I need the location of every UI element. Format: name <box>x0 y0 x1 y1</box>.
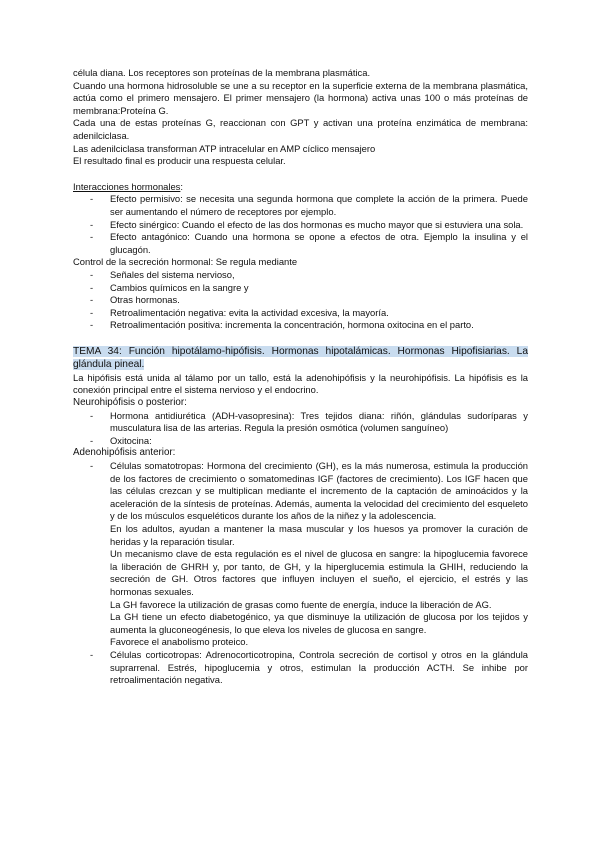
somato-paragraph: La GH favorece la utilización de grasas como fuente de energía, induce la liberación de AG. <box>110 598 492 610</box>
topic-intro: La hipófisis está unida al tálamo por un tallo, está la adenohipófisis y la neurohipófisis. La hipófisis es la conexión principal entre el sistema nervioso y el endocrino. <box>73 371 528 396</box>
interactions-section <box>73 181 528 257</box>
interactions-heading-text: Interacciones hormonales <box>73 180 181 192</box>
topic-section <box>73 345 528 397</box>
neuro-list <box>73 410 528 448</box>
somato-paragraph: Favorece el anabolismo proteico. <box>110 636 249 648</box>
neuro-heading: Neurohipófisis o posterior: <box>73 397 187 409</box>
list-item: - Hormona antidiurética (ADH-vasopresina): Tres tejidos diana: riñón, glándulas sudoríparas y musculatura lisa de las arterias. Regula la presión osmótica (volumen sanguíneo) <box>73 410 528 435</box>
list-item: - Cambios químicos en la sangre y <box>73 282 528 295</box>
somato-paragraph: Un mecanismo clave de esta regulación es el nivel de glucosa en sangre: la hipoglucemia favorece la liberación de GHRH y, por tanto, de GH, y la hiperglucemia estimula la GHIH, reduciendo la secreción de GH. Otros factores que influyen incluyen el sueño, el ejercicio, el estrés y las hormonas sexuales. <box>110 548 528 597</box>
intro-section <box>73 67 528 168</box>
list-item-corticotropas: - Células corticotropas: Adrenocorticotropina, Controla secreción de cortisol y otros en la glándula suprarrenal. Estrés, hipoglucemia y otros, estimulan la producción ACTH. Se inhibe por retroalimentación negativa. <box>73 649 528 687</box>
interactions-heading-colon: : <box>180 180 183 192</box>
intro-paragraph: Las adenilciclasa transforman ATP intracelular en AMP cíclico mensajero <box>73 142 376 154</box>
somato-paragraph: En los adultos, ayudan a mantener la masa muscular y los huesos ya promover la curación de heridas y la reparación tisular. <box>110 523 528 547</box>
adeno-heading: Adenohipófisis anterior: <box>73 447 176 459</box>
adeno-section <box>73 447 528 686</box>
list-item: - Oxitocina: <box>73 435 528 448</box>
topic-title-text: TEMA 34: Función hipotálamo-hipófisis. Hormonas hipotalámicas. Hormonas Hipofisiarias. La glándula pineal. <box>73 345 528 370</box>
topic-title <box>73 345 528 371</box>
list-item: - Retroalimentación positiva: incrementa la concentración, hormona oxitocina en el parto. <box>73 319 528 332</box>
list-item: - Efecto antagónico: Cuando una hormona se opone a efectos de otra. Ejemplo la insulina y el glucagón. <box>73 231 528 256</box>
interactions-heading <box>73 181 528 194</box>
control-list <box>73 269 528 332</box>
intro-paragraph: El resultado final es producir una respuesta celular. <box>73 155 286 167</box>
intro-paragraph: célula diana. Los receptores son proteínas de la membrana plasmática. <box>73 67 371 78</box>
somato-paragraph: - Células somatotropas: Hormona del crecimiento (GH), es la más numerosa, estimula la producción de los factores de crecimiento o somatomedinas IGF (factores de crecimiento). Los IGF hacen que las células crezcan y se multiplican mediante el incremento de la captación de aminoácidos y la aceleración de la síntesis de proteínas. Además, aumenta la velocidad del crecimiento del esqueleto y de los músculos esqueléticos durante los años de la niñez y la adolescencia. <box>110 460 528 522</box>
list-item: - Señales del sistema nervioso, <box>73 269 528 282</box>
somato-paragraph: La GH tiene un efecto diabetogénico, ya que disminuye la utilización de glucosa por los tejidos y aumenta la gluconeogénesis, lo que eleva los niveles de glucosa en sangre. <box>110 611 528 635</box>
control-heading: Control de la secreción hormonal: Se regula mediante <box>73 256 298 268</box>
list-item-somatotropas <box>73 460 528 649</box>
interactions-list <box>73 193 528 256</box>
control-section <box>73 256 528 332</box>
intro-paragraph: Cuando una hormona hidrosoluble se une a su receptor en la superficie externa de la membrana plasmática, actúa como el primero mensajero. El primer mensajero (la hormona) activa unas 100 o más proteínas de membrana:Proteína G. <box>73 79 528 116</box>
adeno-list <box>73 460 528 687</box>
intro-paragraph: Cada una de estas proteínas G, reaccionan con GPT y activan una proteína enzimática de membrana: adenilciclasa. <box>73 117 528 141</box>
list-item: - Efecto permisivo: se necesita una segunda hormona que complete la acción de la primera. Puede ser aumentando el número de receptores por ejemplo. <box>73 193 528 218</box>
neuro-section <box>73 397 528 447</box>
document-page <box>73 67 528 687</box>
list-item: - Retroalimentación negativa: evita la actividad excesiva, la mayoría. <box>73 307 528 320</box>
list-item: - Otras hormonas. <box>73 294 528 307</box>
list-item: - Efecto sinérgico: Cuando el efecto de las dos hormonas es mucho mayor que si estuviera una sola. <box>73 219 528 232</box>
